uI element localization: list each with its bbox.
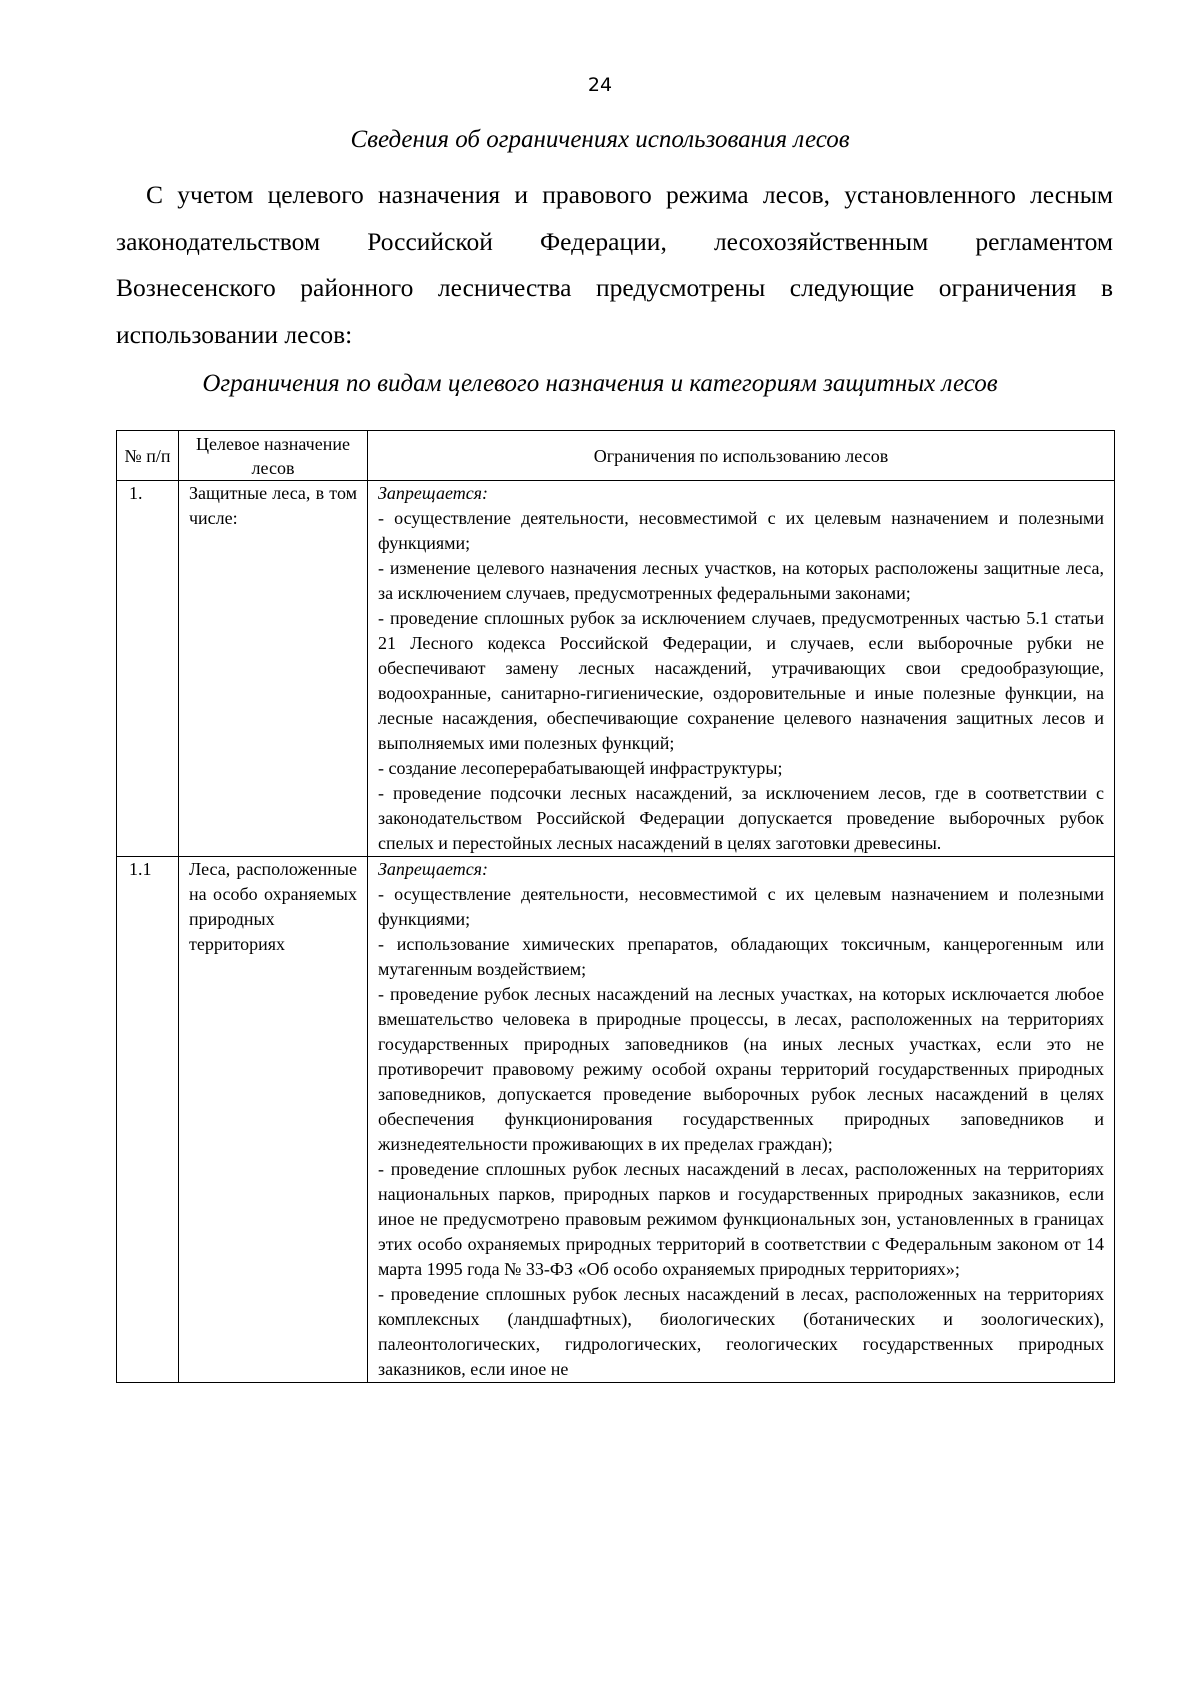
restriction-item: - осуществление деятельности, несовместимой с их целевым назначением и полезными функциями;	[378, 884, 1104, 929]
forbidden-label: Запрещается:	[378, 859, 489, 879]
restriction-item: - проведение сплошных рубок лесных насаждений в лесах, расположенных на территориях комплексных (ландшафтных), биологических (ботанических и зоологических), палеонтологических, гидрологических, геологических государственных природных заказников, если иное не	[378, 1284, 1104, 1379]
header-restrictions: Ограничения по использованию лесов	[368, 431, 1115, 481]
restriction-item: - проведение рубок лесных насаждений на лесных участках, на которых исключается любое вмешательство человека в природные процессы, в лесах, расположенных на территориях государственных природных заповедников (на иных лесных участках, если это не противоречит правовому режиму особой охраны территорий государственных природных заповедников, допускается проведение выборочных рубок лесных насаждений в целях обеспечения функционирования государственных природных заповедников и жизнедеятельности проживающих в их пределах граждан);	[378, 984, 1104, 1154]
row-num: 1.	[117, 481, 179, 857]
row-num: 1.1	[117, 857, 179, 1383]
restriction-item: - использование химических препаратов, обладающих токсичным, канцерогенным или мутагенным воздействием;	[378, 934, 1104, 979]
table-caption: Ограничения по видам целевого назначения и категориям защитных лесов	[202, 370, 998, 397]
page-number: 24	[587, 74, 613, 96]
restriction-item: - проведение подсочки лесных насаждений, за исключением лесов, где в соответствии с законодательством Российской Федерации допускается проведение выборочных рубок спелых и перестойных лесных насаждений в целях заготовки древесины.	[378, 783, 1104, 853]
forbidden-label: Запрещается:	[378, 483, 489, 503]
restrictions-table	[116, 430, 1115, 1383]
table-row	[117, 857, 1115, 1383]
row-purpose: Леса, расположенные на особо охраняемых природных территориях	[179, 857, 368, 1383]
row-restrictions	[368, 857, 1115, 1383]
row-purpose: Защитные леса, в том числе:	[179, 481, 368, 857]
header-purpose: Целевое назначение лесов	[179, 431, 368, 481]
restriction-item: - изменение целевого назначения лесных участков, на которых расположены защитные леса, за исключением случаев, предусмотренных федеральными законами;	[378, 558, 1104, 603]
header-num: № п/п	[117, 431, 179, 481]
restriction-item: - проведение сплошных рубок за исключением случаев, предусмотренных частью 5.1 статьи 21 Лесного кодекса Российской Федерации, и случаев, если выборочные рубки не обеспечивают замену лесных насаждений, утрачивающих свои средообразующие, водоохранные, санитарно-гигиенические, оздоровительные и иные полезные функции, на лесные насаждения, обеспечивающие сохранение целевого назначения защитных лесов и выполняемых ими полезных функций;	[378, 608, 1104, 753]
intro-paragraph: С учетом целевого назначения и правового режима лесов, установленного лесным законодательством Российской Федерации, лесохозяйственным регламентом Вознесенского районного лесничества предусмотрены следующие ограничения в использовании лесов:	[116, 180, 1113, 349]
restriction-item: - создание лесоперерабатывающей инфраструктуры;	[378, 758, 783, 778]
table-header-row	[117, 431, 1115, 481]
section-title: Сведения об ограничениях использования лесов	[350, 126, 850, 153]
row-restrictions	[368, 481, 1115, 857]
table-row	[117, 481, 1115, 857]
restriction-item: - осуществление деятельности, несовместимой с их целевым назначением и полезными функциями;	[378, 508, 1104, 553]
restriction-item: - проведение сплошных рубок лесных насаждений в лесах, расположенных на территориях национальных парков, природных парков и государственных природных заказников, если иное не предусмотрено правовым режимом функциональных зон, установленных в границах этих особо охраняемых природных территорий в соответствии с Федеральным законом от 14 марта 1995 года № 33-ФЗ «Об особо охраняемых природных территориях»;	[378, 1159, 1104, 1279]
